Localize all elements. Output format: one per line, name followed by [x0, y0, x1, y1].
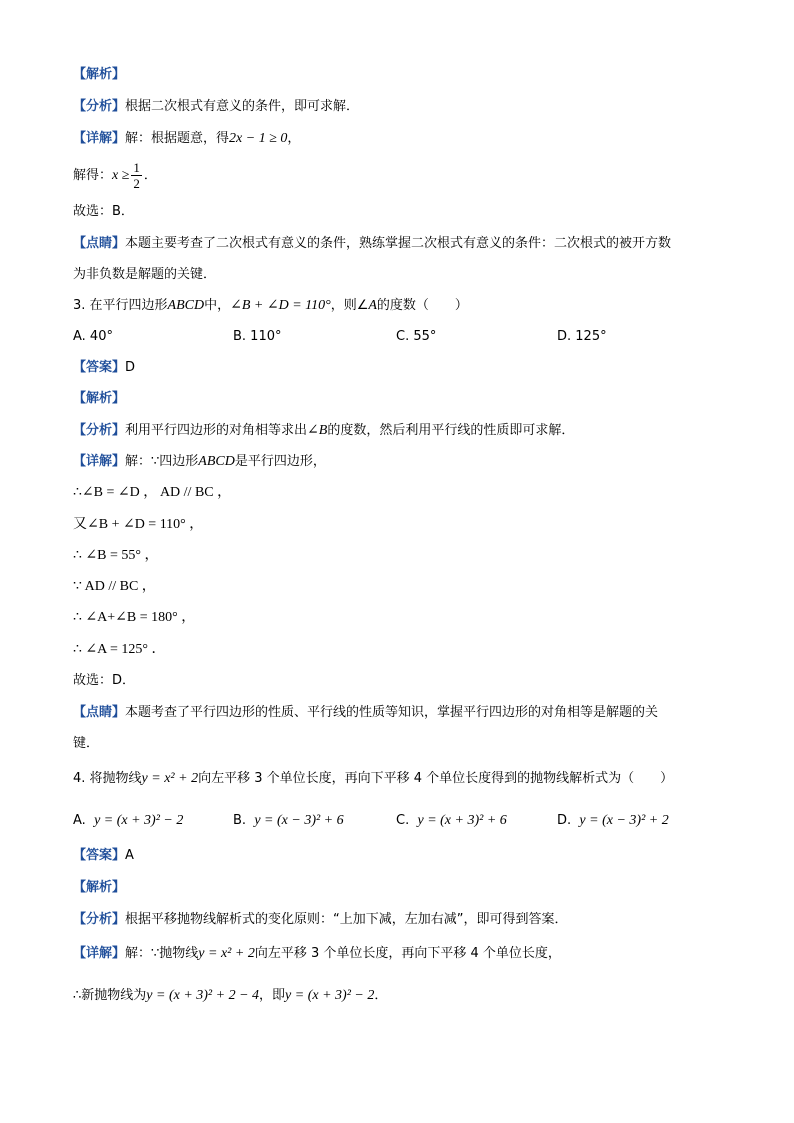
comment-3 [73, 704, 658, 722]
solution-line [73, 160, 157, 191]
step-1: ∴∠B = ∠D ， AD // BC ， [73, 485, 232, 500]
conclusion-math1: y = (x + 3)² + 2 − 4 [146, 988, 260, 1003]
q4-a-label: A. [73, 813, 86, 828]
q4-a-math: y = (x + 3)² − 2 [94, 813, 184, 828]
analysis-text: 根据二次根式有意义的条件，即可求解． [125, 99, 360, 114]
q4-b-math: y = (x − 3)² + 6 [254, 813, 344, 828]
analysis-4 [73, 911, 568, 929]
analysis-3-math: ∠B [307, 423, 328, 438]
detail-line [73, 130, 300, 148]
q3-end: ，则∠ [330, 298, 369, 313]
detail-3 [73, 453, 326, 471]
step-6: ∴ ∠A = 125° ． [73, 642, 166, 657]
comment-3-tag: 【点睛】 [73, 705, 126, 720]
q3-option-c: C. 55° [396, 329, 437, 344]
detail-3-text2: 是平行四边形， [234, 454, 326, 469]
analysis-tag: 【分析】 [73, 99, 126, 114]
answer-4-value: A [125, 848, 134, 863]
solution-punct: ． [143, 168, 157, 183]
analysis-3-text2: 的度数，然后利用平行线的性质即可求解． [327, 423, 575, 438]
analysis-3-tag: 【分析】 [73, 423, 126, 438]
detail-punct: ， [287, 131, 301, 146]
detail-3-math: ABCD [198, 454, 235, 469]
q3-math-angles: ∠B + ∠D = 110° [230, 298, 331, 313]
answer-4 [73, 847, 134, 865]
step-3: ∴ ∠B = 55° ， [73, 548, 159, 563]
q4-b-label: B. [233, 813, 247, 828]
detail-math: 2x − 1 ≥ 0 [229, 131, 288, 146]
analysis-3 [73, 422, 574, 440]
solution-math: x ≥ [112, 168, 130, 183]
q3-option-d: D. 125° [557, 329, 607, 344]
q3-tail: 的度数（ ） [376, 298, 468, 313]
fraction [131, 160, 142, 191]
q3-math-abcd: ABCD [167, 298, 205, 313]
conclusion-text1: ∴新抛物线为 [73, 988, 147, 1003]
step-4: ∵ AD // BC ， [73, 579, 156, 594]
step-2: 又∠B + ∠D = 110° ， [73, 517, 204, 532]
detail-3-tag: 【详解】 [73, 454, 126, 469]
detail-4-math: y = x² + 2 [198, 946, 255, 961]
q4-c-label: C. [396, 813, 410, 828]
detail-4-text2: 向左平移 3 个单位长度，再向下平移 4 个单位长度， [254, 946, 561, 961]
answer-4-tag: 【答案】 [73, 848, 126, 863]
q4-math: y = x² + 2 [141, 771, 199, 786]
detail-3-text1: 解：∵四边形 [125, 454, 199, 469]
section-heading-analysis: 【解析】 [73, 67, 126, 82]
q3-text: 3. 在平行四边形 [73, 298, 168, 313]
conclusion-end: ． [374, 988, 388, 1003]
question-3 [73, 297, 468, 315]
q4-d-label: D. [557, 813, 572, 828]
section-heading-analysis-4: 【解析】 [73, 880, 126, 895]
q4-option-b [233, 812, 344, 830]
q3-option-a: A. 40° [73, 329, 113, 344]
answer-3 [73, 359, 135, 377]
q3-math-a: A [368, 298, 377, 313]
comment-line [73, 235, 671, 253]
q4-option-a [73, 812, 183, 830]
detail-4-text1: 解：∵抛物线 [125, 946, 199, 961]
analysis-4-text: 根据平移抛物线解析式的变化原则：“上加下减，左加右减”，即可得到答案． [125, 912, 568, 927]
section-heading-analysis-3: 【解析】 [73, 391, 126, 406]
conclusion-math2: y = (x + 3)² − 2 [285, 988, 375, 1003]
q4-c-math: y = (x + 3)² + 6 [417, 813, 507, 828]
analysis-3-text1: 利用平行四边形的对角相等求出 [125, 423, 308, 438]
analysis-line [73, 98, 359, 116]
detail-4-tag: 【详解】 [73, 946, 126, 961]
q4-text1: 4. 将抛物线 [73, 771, 142, 786]
comment-3-text: 本题考查了平行四边形的性质、平行线的性质等知识，掌握平行四边形的对角相等是解题的关 [125, 705, 659, 720]
q3-option-b: B. 110° [233, 329, 282, 344]
choice-line: 故选：B． [73, 204, 134, 219]
comment-text: 本题主要考查了二次根式有意义的条件，熟练掌握二次根式有意义的条件：二次根式的被开方数 [125, 236, 672, 251]
step-5: ∴ ∠A+∠B = 180° ， [73, 610, 196, 625]
choice-line-3: 故选：D． [73, 673, 136, 688]
question-4 [73, 770, 673, 788]
comment-tag: 【点睛】 [73, 236, 126, 251]
q4-option-d [557, 812, 669, 830]
answer-value: D [125, 360, 136, 375]
solution-label: 解得： [73, 168, 113, 183]
fraction-numerator: 1 [133, 160, 140, 175]
answer-tag: 【答案】 [73, 360, 126, 375]
comment-line-2: 为非负数是解题的关键． [73, 267, 217, 282]
detail-text: 解：根据题意，得 [125, 131, 230, 146]
fraction-denominator: 2 [133, 176, 140, 191]
q4-d-math: y = (x − 3)² + 2 [579, 813, 669, 828]
analysis-4-tag: 【分析】 [73, 912, 126, 927]
detail-tag: 【详解】 [73, 131, 126, 146]
q4-option-c [396, 812, 507, 830]
conclusion-text2: ，即 [259, 988, 286, 1003]
comment-3-line-2: 键． [73, 736, 100, 751]
detail-4-conclusion [73, 987, 387, 1005]
q4-text2: 向左平移 3 个单位长度，再向下平移 4 个单位长度得到的抛物线解析式为（ ） [198, 771, 674, 786]
detail-4 [73, 945, 561, 963]
q3-mid: 中， [204, 298, 231, 313]
